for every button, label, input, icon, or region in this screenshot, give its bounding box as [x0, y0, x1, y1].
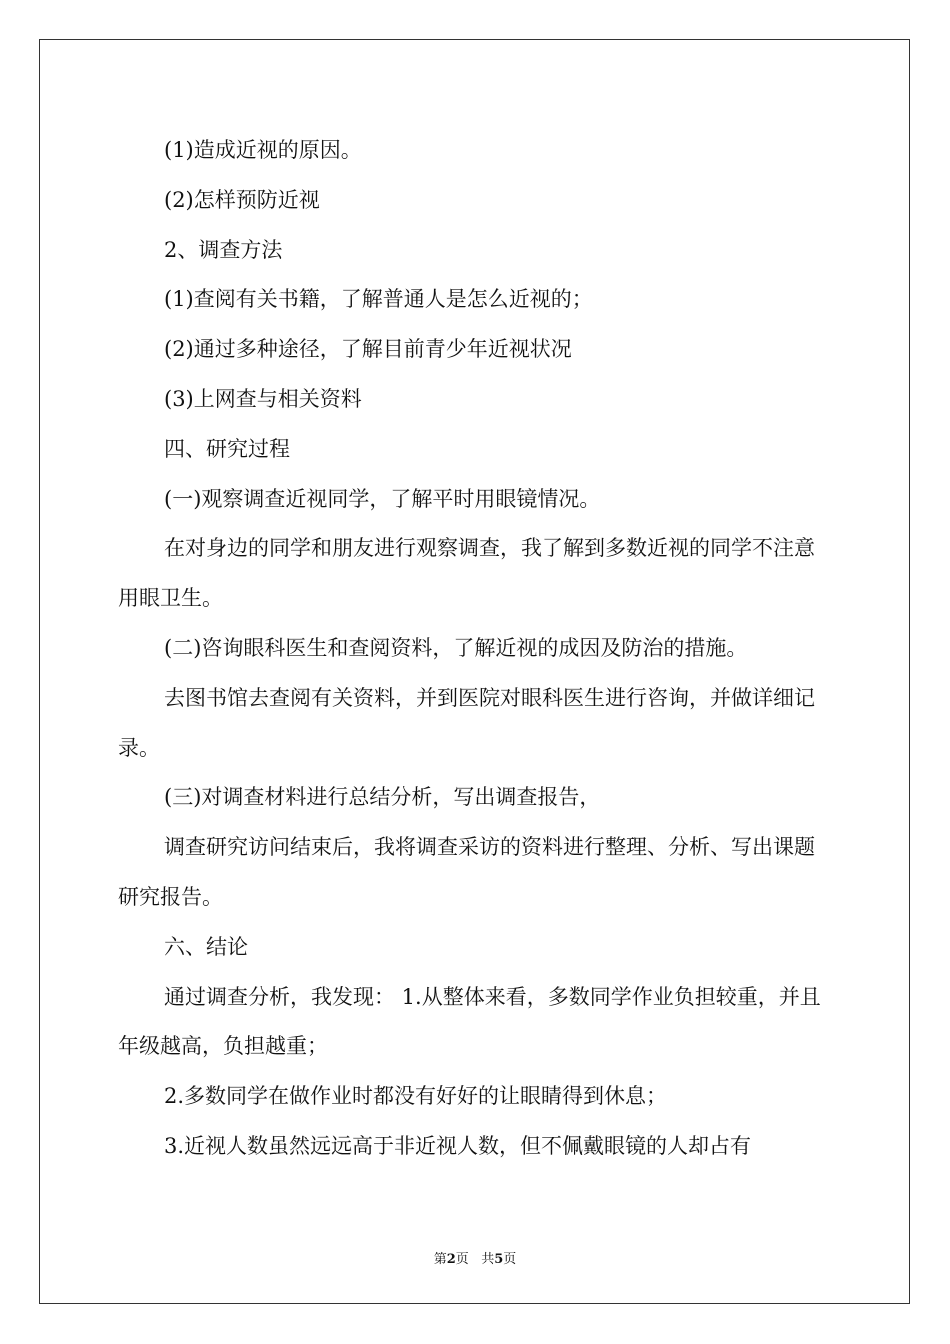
footer-total-prefix: 共: [481, 1252, 495, 1267]
paragraph: 2.多数同学在做作业时都没有好好的让眼睛得到休息；: [164, 1084, 668, 1109]
paragraph: (3)上网查与相关资料: [164, 386, 362, 411]
paragraph: (2)怎样预防近视: [164, 187, 320, 212]
paragraph: (1)造成近视的原因。: [164, 138, 362, 162]
paragraph: (三)对调查材料进行总结分析，写出调查报告，: [164, 785, 601, 810]
document-body: [118, 126, 834, 1172]
paragraph: 通过调查分析，我发现： 1.从整体来看，多数同学作业负担较重，并且年级越高，负担越重；: [118, 984, 821, 1059]
paragraph: (二)咨询眼科医生和查阅资料，了解近视的成因及防治的措施。: [164, 635, 748, 660]
paragraph: 去图书馆去查阅有关资料，并到医院对眼科医生进行咨询，并做详细记录。: [118, 685, 815, 760]
paragraph: 在对身边的同学和朋友进行观察调查，我了解到多数近视的同学不注意用眼卫生。: [118, 536, 815, 611]
page-footer: [0, 1248, 950, 1267]
section-heading: 四、研究过程: [164, 436, 290, 461]
footer-page-suffix: 页: [455, 1252, 469, 1267]
total-page-count: 5: [494, 1252, 504, 1267]
paragraph: (1)查阅有关书籍，了解普通人是怎么近视的；: [164, 287, 593, 312]
footer-prefix: 第: [433, 1252, 447, 1267]
current-page-number: 2: [446, 1252, 456, 1267]
paragraph: (2)通过多种途径，了解目前青少年近视状况: [164, 337, 572, 362]
section-heading: 六、结论: [164, 934, 248, 959]
paragraph: (一)观察调查近视同学，了解平时用眼镜情况。: [164, 486, 601, 511]
footer-total-suffix: 页: [503, 1252, 517, 1267]
paragraph: 3.近视人数虽然远远高于非近视人数，但不佩戴眼镜的人却占有: [164, 1133, 752, 1158]
section-heading: 2、调查方法: [164, 237, 283, 262]
paragraph: 调查研究访问结束后，我将调查采访的资料进行整理、分析、写出课题研究报告。: [118, 835, 815, 909]
